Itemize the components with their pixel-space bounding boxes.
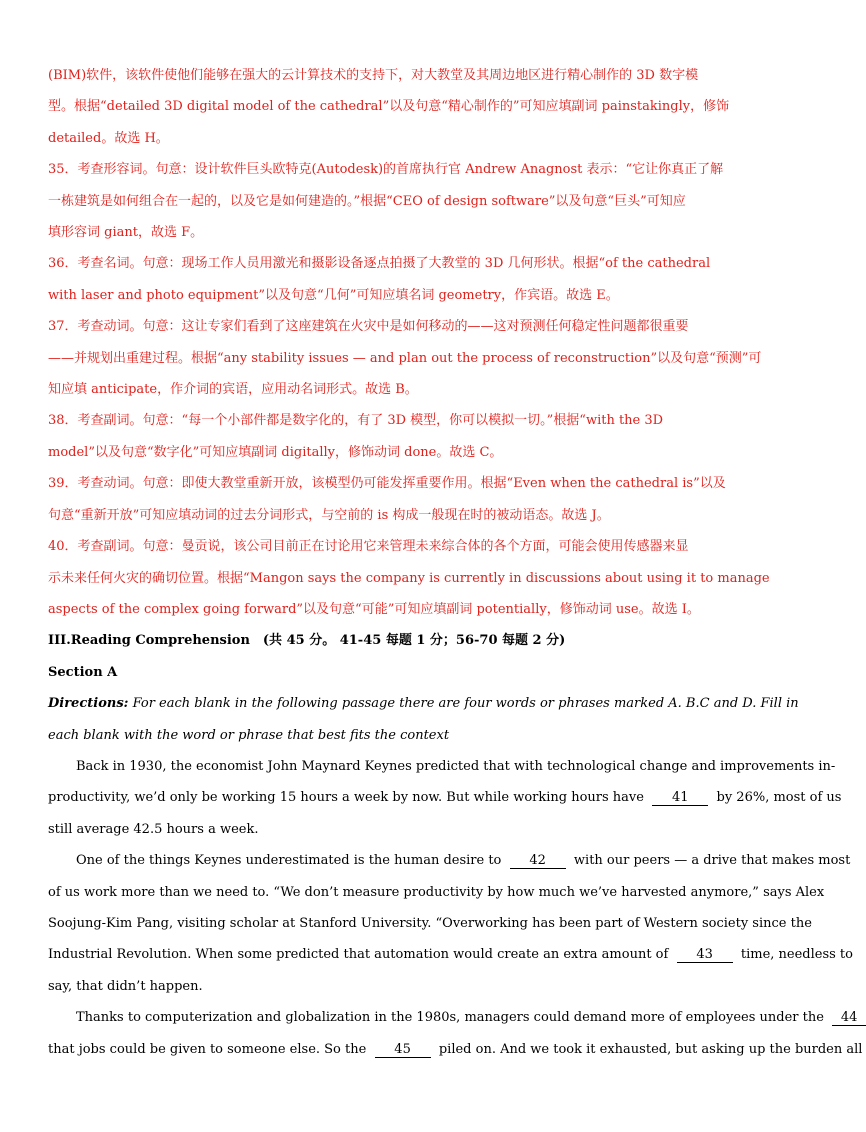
text-line: still average 42.5 hours a week. <box>48 821 259 837</box>
text-line: ——并规划出重建过程。根据“any stability issues — and plan out the process of reconstruction”以及句意“预测”可 <box>48 350 762 366</box>
answer-36 <box>48 248 752 311</box>
directions <box>48 688 799 751</box>
text-line: 36．考查名词。句意：现场工作人员用激光和摄影设备逐点拍摄了大教堂的 3D 几何形状。根据“of the cathedral <box>48 256 711 272</box>
text-fragment: Industrial Revolution. When some predicted that automation would create an extra amount of <box>48 947 669 963</box>
text-fragment: by 26%, most of us <box>716 790 842 806</box>
text-line: 39．考查动词。句意：即使大教堂重新开放，该模型仍可能发挥重要作用。根据“Even when the cathedral is”以及 <box>48 476 726 492</box>
answer-38 <box>48 405 752 468</box>
blank-41[interactable]: 41 <box>652 791 708 806</box>
text-line: model”以及句意“数字化”可知应填副词 digitally，修饰动词 done。故选 C。 <box>48 444 503 460</box>
text-line: 填形容词 giant，故选 F。 <box>48 225 204 241</box>
text-line: with laser and photo equipment”以及句意“几何”可知应填名词 geometry，作宾语。故选 E。 <box>48 287 619 303</box>
text-fragment: productivity, we’d only be working 15 hours a week by now. But while working hours have <box>48 790 644 806</box>
blank-43[interactable]: 43 <box>677 948 733 963</box>
paragraph-1 <box>48 751 842 845</box>
paragraph-2 <box>48 845 853 1002</box>
section-heading: III.Reading Comprehension (共 45 分。 41-45 每题 1 分；56-70 每题 2 分) <box>48 633 566 649</box>
text-line: 35．考查形容词。句意：设计软件巨头欧特克(Autodesk)的首席执行官 Andrew Anagnost 表示：“它让你真正了解 <box>48 162 724 178</box>
blank-42[interactable]: 42 <box>510 854 566 869</box>
text-line: 知应填 anticipate，作介词的宾语，应用动名词形式。故选 B。 <box>48 382 418 398</box>
text-line: 示未来任何火灾的确切位置。根据“Mangon says the company is currently in discussions about using it to manage <box>48 570 770 586</box>
text-line: 40．考查副词。句意：曼贡说，该公司目前正在讨论用它来管理未来综合体的各个方面，可能会使用传感器来显 <box>48 539 689 555</box>
text-line: Back in 1930, the economist John Maynard Keynes predicted that with technological change and improvements in- <box>76 758 836 774</box>
text-line: 句意“重新开放”可知应填动词的过去分词形式，与空前的 is 构成一般现在时的被动语态。故选 J。 <box>48 507 610 523</box>
text-line: aspects of the complex going forward”以及句意“可能”可知应填副词 potentially，修饰动词 use。故选 I。 <box>48 601 700 617</box>
answer-40 <box>48 531 770 625</box>
text-line: 38．考查副词。句意：“每一个小部件都是数字化的，有了 3D 模型，你可以模拟一切。”根据“with the 3D <box>48 413 664 429</box>
answer-39 <box>48 468 752 531</box>
text-fragment: that jobs could be given to someone else. So the <box>48 1041 367 1057</box>
text-line: say, that didn’t happen. <box>48 978 203 994</box>
directions-label: Directions: <box>48 696 129 712</box>
directions-text: each blank with the word or phrase that best fits the context <box>48 727 450 743</box>
text-fragment: time, needless to <box>740 947 853 963</box>
text-fragment: with our peers — a drive that makes most <box>573 853 851 869</box>
answer-explanations <box>48 60 770 625</box>
text-line: 型。根据“detailed 3D digital model of the cathedral”以及句意“精心制作的”可知应填副词 painstakingly，修饰 <box>48 99 730 115</box>
text-line: of us work more than we need to. “We don’t measure productivity by how much we’ve harvested anymore,” says Alex <box>48 884 825 900</box>
answer-37 <box>48 311 762 405</box>
blank-44[interactable]: 44 <box>832 1011 866 1026</box>
text-line: (BIM)软件，该软件使他们能够在强大的云计算技术的支持下，对大教堂及其周边地区进行精心制作的 3D 数字模 <box>48 68 699 83</box>
document-page <box>48 60 863 1065</box>
section-a-heading: Section A <box>48 664 118 680</box>
text-fragment: piled on. And we took it exhausted, but asking up the burden all <box>438 1041 863 1057</box>
text-line: detailed。故选 H。 <box>48 130 169 146</box>
answer-35 <box>48 154 752 248</box>
paragraph-3 <box>48 1002 863 1065</box>
text-line: Soojung-Kim Pang, visiting scholar at Stanford University. “Overworking has been part of Western society since the <box>48 915 812 931</box>
text-line: 37．考查动词。句意：这让专家们看到了这座建筑在火灾中是如何移动的——这对预测任何稳定性问题都很重要 <box>48 319 689 335</box>
reading-passage <box>48 751 863 1065</box>
blank-45[interactable]: 45 <box>375 1043 431 1058</box>
text-fragment: One of the things Keynes underestimated is the human desire to <box>76 853 502 869</box>
answer-34-continued <box>48 60 752 154</box>
text-line: 一栋建筑是如何组合在一起的，以及它是如何建造的。”根据“CEO of design software”以及句意“巨头”可知应 <box>48 193 686 209</box>
text-fragment: Thanks to computerization and globalization in the 1980s, managers could demand more of employees under the <box>76 1010 824 1026</box>
directions-text: For each blank in the following passage there are four words or phrases marked A. B.C and D. Fill in <box>132 696 799 712</box>
